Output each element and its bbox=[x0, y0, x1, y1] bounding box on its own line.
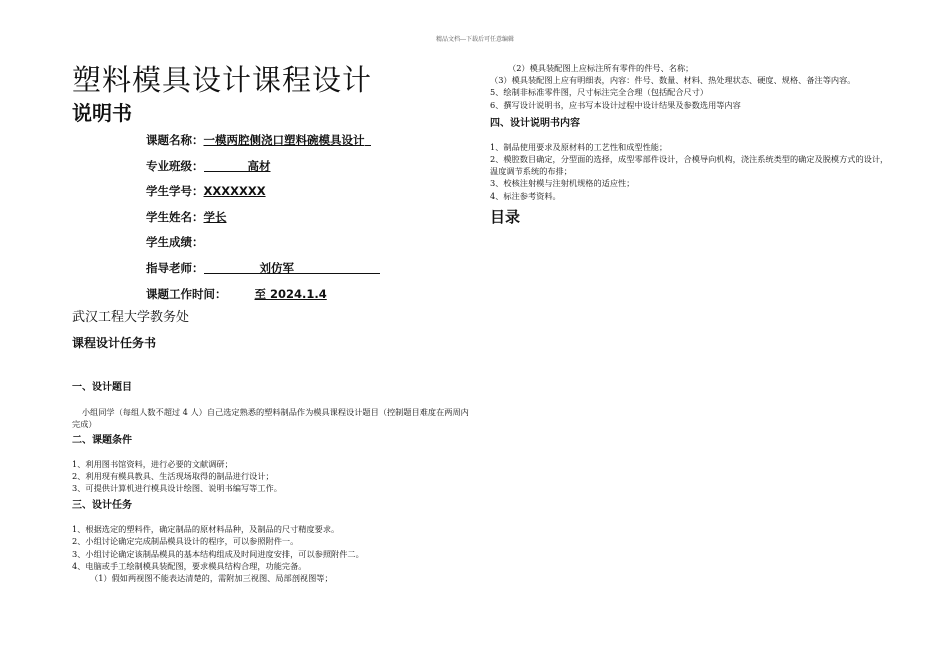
toc-heading: 目录 bbox=[490, 207, 521, 226]
section-3-heading: 三、设计任务 bbox=[72, 500, 132, 512]
class-underline-left bbox=[204, 157, 248, 172]
teacher-value: 刘仿军 bbox=[259, 260, 294, 275]
cover-info bbox=[146, 128, 472, 307]
student-id-value: XXXXXXX bbox=[203, 184, 266, 199]
list-item: 4、电脑或手工绘制模具装配图，要求模具结构合理，功能完备。 bbox=[72, 560, 307, 571]
task-book-title: 课程设计任务书 bbox=[72, 336, 157, 351]
time-value: 至 2024.1.4 bbox=[254, 286, 327, 301]
list-item: 4、标注参考资料。 bbox=[490, 190, 561, 201]
list-item: （1）假如两视图不能表达清楚的，需附加三视图、局部剖视图等； bbox=[90, 572, 333, 583]
teacher-underline-left bbox=[204, 259, 260, 274]
section-2-heading: 二、课题条件 bbox=[72, 434, 132, 446]
time-label: 课题工作时间： bbox=[146, 286, 227, 301]
task-continued-list bbox=[490, 62, 890, 111]
course-row bbox=[146, 128, 472, 154]
school-name: 武汉工程大学教务处 bbox=[72, 310, 190, 326]
header-note: 精品文档---下载后可任意编辑 bbox=[435, 36, 515, 43]
list-item: 3、小组讨论确定该制品模具的基本结构组成及时间进度安排，可以参照附件二。 bbox=[72, 548, 364, 559]
list-item: 3、可提供计算机进行模具设计绘图、说明书编写等工作。 bbox=[72, 482, 282, 493]
section-3-list bbox=[72, 523, 472, 584]
list-item: 5、绘制非标准零件图，尺寸标注完全合理（包括配合尺寸） bbox=[490, 87, 709, 98]
class-label: 专业班级： bbox=[146, 158, 204, 173]
name-value: 学长 bbox=[203, 209, 227, 224]
list-item: 2、小组讨论确定完成制品模具设计的程序，可以参照附件一。 bbox=[72, 536, 299, 547]
score-label: 学生成绩： bbox=[146, 235, 204, 250]
right-column bbox=[490, 62, 890, 226]
list-item: 2、模腔数目确定，分型面的选择，成型零部件设计，合模导向机构，浇注系统类型的确定及脱模方式的设计，温度调节系统的布排； bbox=[490, 154, 889, 177]
course-underline bbox=[365, 131, 371, 146]
left-column bbox=[72, 62, 472, 584]
teacher-row bbox=[146, 256, 472, 282]
list-item: 3、校核注射模与注射机规格的适应性； bbox=[490, 178, 635, 189]
document-title: 塑料模具设计课程设计 bbox=[72, 63, 373, 97]
document-subtitle: 说明书 bbox=[72, 101, 132, 125]
teacher-label: 指导老师： bbox=[146, 260, 204, 275]
teacher-underline-right bbox=[294, 259, 380, 274]
section-4-list bbox=[490, 141, 890, 202]
list-item: 1、利用图书馆资料，进行必要的文献调研； bbox=[72, 458, 233, 469]
course-value: 一模两腔侧浇口塑料碗模具设计 bbox=[203, 133, 365, 147]
list-item: 1、根据选定的塑料件，确定制品的原材料品种，及制品的尺寸精度要求。 bbox=[72, 524, 340, 535]
student-id-label: 学生学号： bbox=[146, 184, 204, 199]
score-row bbox=[146, 230, 472, 256]
section-1-text: 小组同学（每组人数不超过 4 人）自己选定熟悉的塑料制品作为模具课程设计题目（控制题目难度在两周内完成） bbox=[72, 407, 469, 430]
section-4-heading: 四、设计说明书内容 bbox=[490, 117, 580, 129]
list-item: 6、撰写设计说明书，应书写本设计过程中设计结果及参数选用等内容 bbox=[490, 99, 741, 110]
list-item: （3）模具装配图上应有明细表，内容：件号、数量、材料、热处理状态、硬度、规格、备注等内容。 bbox=[490, 75, 856, 86]
section-2-list bbox=[72, 458, 472, 495]
list-item: 1、制品使用要求及原材料的工艺性和成型性能； bbox=[490, 141, 668, 152]
time-row bbox=[146, 282, 472, 308]
list-item: （2）模具装配图上应标注所有零件的件号、名称； bbox=[508, 63, 694, 73]
name-row bbox=[146, 205, 472, 231]
list-item: 2、利用现有模具教具、生活现场取得的制品进行设计； bbox=[72, 470, 274, 481]
class-row bbox=[146, 154, 472, 180]
name-label: 学生姓名： bbox=[146, 209, 204, 224]
class-value: 高材 bbox=[247, 158, 271, 173]
student-id-row bbox=[146, 179, 472, 205]
section-1-heading: 一、设计题目 bbox=[72, 382, 132, 394]
course-label: 课题名称： bbox=[146, 133, 204, 147]
